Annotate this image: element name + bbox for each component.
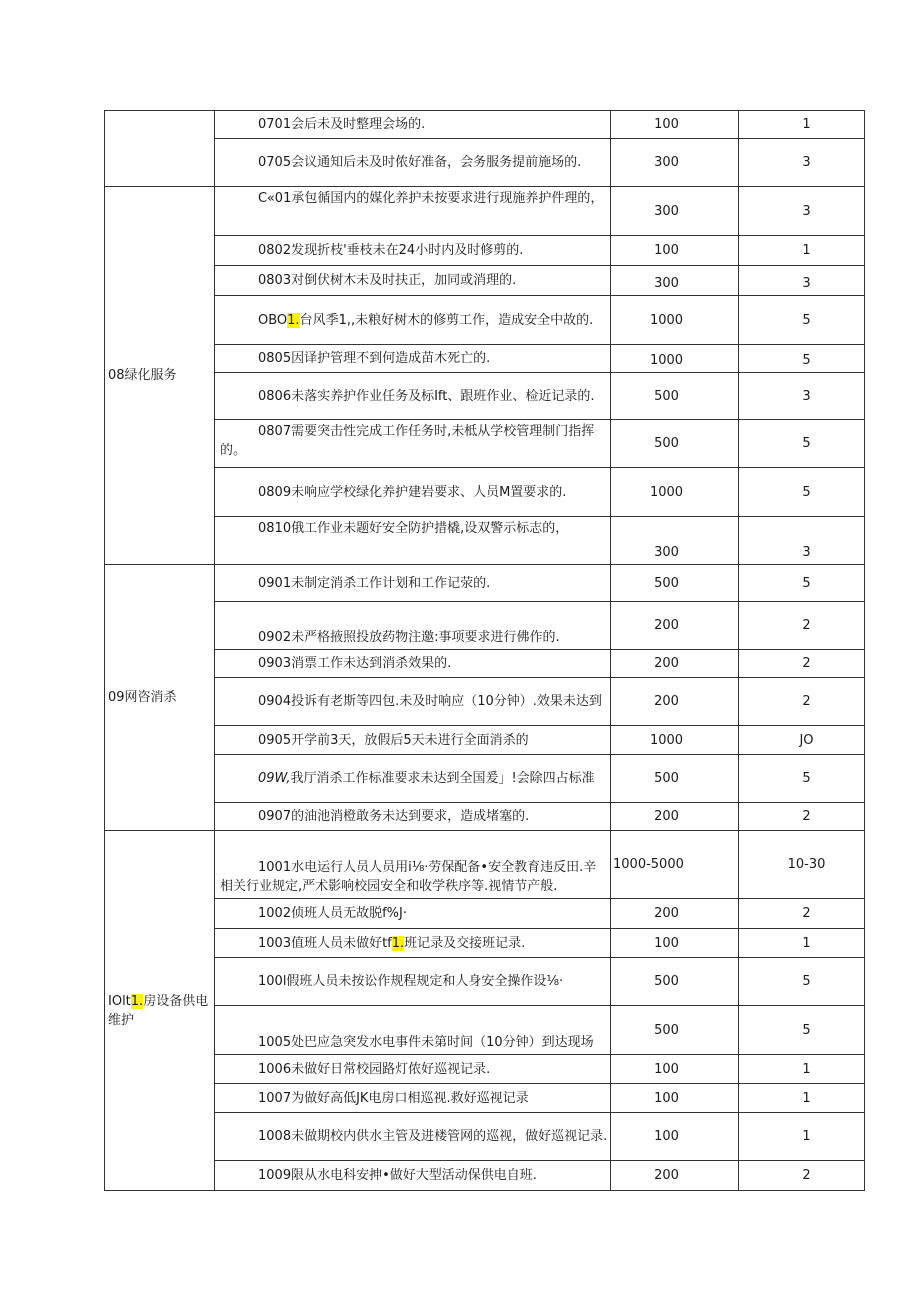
fine-amount: 300 xyxy=(611,139,739,187)
table-row xyxy=(105,187,865,236)
item-description: 0701会后未及时整理会场的. xyxy=(215,111,611,139)
item-description: 0805因译护管理不到何造成苗木死亡的. xyxy=(215,345,611,373)
deduction-points: JO xyxy=(739,726,865,755)
deduction-points: 5 xyxy=(739,565,865,602)
fine-amount: 200 xyxy=(611,650,739,678)
item-description: 0902未严格掖照投放药物注邀:事项要求进行佛作的. xyxy=(215,602,611,650)
table-row xyxy=(105,650,865,678)
deduction-points: 2 xyxy=(739,602,865,650)
fine-amount: 300 xyxy=(611,266,739,296)
table-row xyxy=(105,373,865,420)
deduction-points: 2 xyxy=(739,650,865,678)
fine-amount: 100 xyxy=(611,111,739,139)
table-row xyxy=(105,726,865,755)
fine-amount: 500 xyxy=(611,373,739,420)
deduction-points: 1 xyxy=(739,929,865,958)
deduction-points: 5 xyxy=(739,1006,865,1055)
highlight-mark: 1. xyxy=(130,993,144,1009)
item-description: 1002侦班人员无故脱f%J· xyxy=(215,899,611,929)
deduction-points: 1 xyxy=(739,111,865,139)
table-row xyxy=(105,1084,865,1113)
deduction-points: 5 xyxy=(739,468,865,517)
category-cell xyxy=(105,111,215,187)
deduction-points: 5 xyxy=(739,958,865,1006)
fine-amount: 1000 xyxy=(611,468,739,517)
fine-amount: 100 xyxy=(611,1055,739,1084)
fine-amount: 200 xyxy=(611,1161,739,1191)
table-row xyxy=(105,803,865,831)
fine-amount: 1000 xyxy=(611,345,739,373)
item-description: OBO1.台风季1,,未粮好树木的修剪工作，造成安全中故的. xyxy=(215,296,611,345)
item-description: 1003值班人员未做好tf1.班记录及交接班记录. xyxy=(215,929,611,958)
fine-amount: 1000-5000 xyxy=(611,831,739,899)
table-row xyxy=(105,899,865,929)
table-row xyxy=(105,929,865,958)
fine-amount: 200 xyxy=(611,678,739,726)
deduction-points: 1 xyxy=(739,1084,865,1113)
deduction-points: 1 xyxy=(739,236,865,266)
item-description: 0803对倒伏树木未及时扶正，加同或消理的. xyxy=(215,266,611,296)
item-description: 0809未响应学校绿化养护建岩要求、人员M置要求的. xyxy=(215,468,611,517)
penalty-table xyxy=(104,110,865,1191)
table-row xyxy=(105,678,865,726)
fine-amount: 100 xyxy=(611,1113,739,1161)
deduction-points: 1 xyxy=(739,1055,865,1084)
item-description: 1008未做期校内供水主管及进楼管网的巡视，做好巡视记录. xyxy=(215,1113,611,1161)
item-description: 1005处巴应急突发水电事件未第时间（10分钟）到达现场 xyxy=(215,1006,611,1055)
fine-amount: 100 xyxy=(611,236,739,266)
fine-amount: 500 xyxy=(611,755,739,803)
fine-amount: 300 xyxy=(611,517,739,565)
deduction-points: 2 xyxy=(739,803,865,831)
fine-amount: 1000 xyxy=(611,296,739,345)
table-row xyxy=(105,420,865,468)
category-cell: 09网咨消杀 xyxy=(105,565,215,831)
item-description: 0907的油池消橙敢务未达到要求，造成堵塞的. xyxy=(215,803,611,831)
item-description: 1009限从水电科安抻•做好大型活动保供电自班. xyxy=(215,1161,611,1191)
highlight-mark: 1. xyxy=(287,312,300,328)
table-row xyxy=(105,602,865,650)
deduction-points: 10-30 xyxy=(739,831,865,899)
item-description: 1007为做好高低JK电房口相巡视.救好巡视记录 xyxy=(215,1084,611,1113)
table-row xyxy=(105,296,865,345)
item-description: 1001水电运行人员人员用i⅛·劳保配备•安全教育违反田.辛相关行业规定,严术影响校园安全和收学秩序等.视情节产般. xyxy=(215,831,611,899)
item-description: 0807需要突击性完成工作任务时,未柢从学校管理制门指挥的。 xyxy=(215,420,611,468)
table-row xyxy=(105,139,865,187)
item-description: 0905开学前3天，放假后5天未进行全面消杀的 xyxy=(215,726,611,755)
fine-amount: 200 xyxy=(611,899,739,929)
item-description: 0903消票工作未达到消杀效果的. xyxy=(215,650,611,678)
deduction-points: 5 xyxy=(739,345,865,373)
item-description: 100l假班人员未按讼作规程规定和人身安全操作设⅛· xyxy=(215,958,611,1006)
fine-amount: 300 xyxy=(611,187,739,236)
table-row xyxy=(105,958,865,1006)
deduction-points: 2 xyxy=(739,899,865,929)
table-row xyxy=(105,1113,865,1161)
deduction-points: 2 xyxy=(739,678,865,726)
deduction-points: 3 xyxy=(739,266,865,296)
table-row xyxy=(105,236,865,266)
deduction-points: 3 xyxy=(739,517,865,565)
deduction-points: 3 xyxy=(739,187,865,236)
category-cell: 08绿化服务 xyxy=(105,187,215,565)
table-row xyxy=(105,1055,865,1084)
item-description: 0901未制定消杀工作计划和工作记荥的. xyxy=(215,565,611,602)
table-row xyxy=(105,1161,865,1191)
category-cell: IOlt1.房设备供电维护 xyxy=(105,831,215,1191)
fine-amount: 100 xyxy=(611,1084,739,1113)
item-description: 0802发现折枝'垂枝未在24小时内及时修剪的. xyxy=(215,236,611,266)
fine-amount: 100 xyxy=(611,929,739,958)
table-row xyxy=(105,1006,865,1055)
deduction-points: 5 xyxy=(739,420,865,468)
item-description: 0904投诉有老斯等四包.未及时响应（10分钟）.效果未达到 xyxy=(215,678,611,726)
table-row xyxy=(105,266,865,296)
item-description: 0810俄工作业未题好安全防护措橇,设双警示标志的， xyxy=(215,517,611,565)
deduction-points: 5 xyxy=(739,755,865,803)
fine-amount: 500 xyxy=(611,1006,739,1055)
item-description: 0806未落实养护作业任务及标Ift、跟班作业、检近记录的. xyxy=(215,373,611,420)
table-row xyxy=(105,517,865,565)
deduction-points: 3 xyxy=(739,373,865,420)
item-description: 1006未做好日常校园路灯侬好巡视记录. xyxy=(215,1055,611,1084)
deduction-points: 2 xyxy=(739,1161,865,1191)
highlight-mark: 1. xyxy=(391,935,405,951)
fine-amount: 200 xyxy=(611,602,739,650)
table-row xyxy=(105,468,865,517)
fine-amount: 500 xyxy=(611,420,739,468)
item-description: 0705会议通知后未及时侬好准备，会务服务提前施场的. xyxy=(215,139,611,187)
deduction-points: 1 xyxy=(739,1113,865,1161)
table-row xyxy=(105,111,865,139)
table-row xyxy=(105,831,865,899)
table-row xyxy=(105,755,865,803)
fine-amount: 200 xyxy=(611,803,739,831)
table-row xyxy=(105,565,865,602)
item-description: 09W,我厅消杀工作标准要求未达到全国爰」!会除四占标准 xyxy=(215,755,611,803)
table-row xyxy=(105,345,865,373)
fine-amount: 1000 xyxy=(611,726,739,755)
fine-amount: 500 xyxy=(611,958,739,1006)
deduction-points: 3 xyxy=(739,139,865,187)
fine-amount: 500 xyxy=(611,565,739,602)
item-description: C«01承包循国内的媒化养护未按要求进行现施养护件理的， xyxy=(215,187,611,236)
deduction-points: 5 xyxy=(739,296,865,345)
